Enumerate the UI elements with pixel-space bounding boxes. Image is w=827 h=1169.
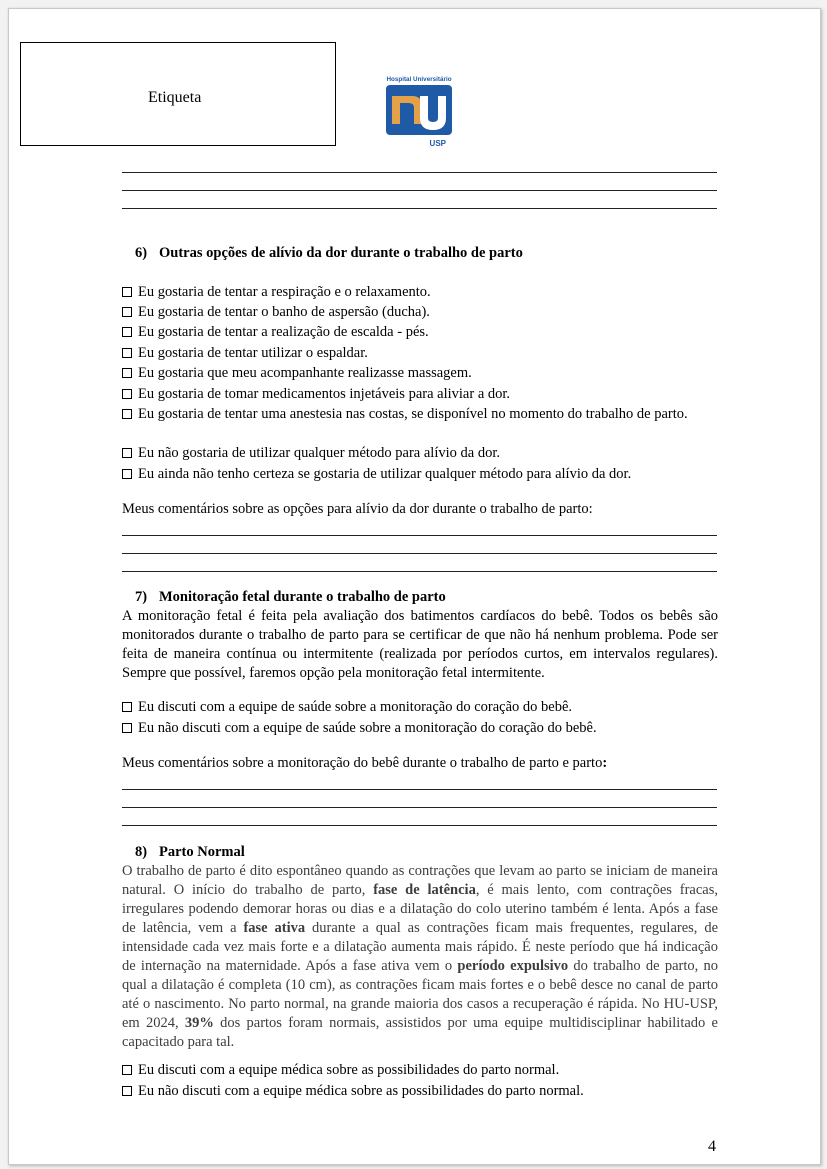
paragraph-text: do trabalho de parto, no qual a dilatação é completa (10 cm), as contrações ficam mais fortes e o bebê desce no canal de parto até o nascimento. No parto normal, na grande maioria dos casos a recuperação é rápida. No HU-USP, em 2024, [122,958,718,1031]
checkbox-icon[interactable] [122,723,132,733]
answer-line[interactable] [122,190,717,191]
answer-line[interactable] [122,825,717,826]
checkbox-option[interactable] [122,698,718,717]
section-8-title [135,844,245,861]
checkbox-icon[interactable] [122,702,132,712]
checkbox-icon[interactable] [122,389,132,399]
section-7-paragraph: A monitoração fetal é feita pela avaliação dos batimentos cardíacos do bebê. Todos os bebês são monitorados durante o trabalho de parto para se certificar de que não há nenhum problema. Pode ser feita de maneira contínua ou intermitente (realizada por períodos curtos, em intervalos regulares). Sempre que possível, faremos opção pela monitoração fetal intermitente. [122,608,718,681]
checkbox-option[interactable] [122,719,718,738]
option-label: Eu discuti com a equipe de saúde sobre a monitoração do coração do bebê. [138,699,573,715]
section-number: 6) [135,245,148,261]
section-number: 7) [135,589,148,605]
logo-top-text: Hospital Universitário [386,76,452,83]
comments-colon: : [602,755,608,771]
paragraph-text: dos partos foram normais, assistidos por uma equipe multidisciplinar habilitado e capacitado para tal. [122,1015,718,1050]
section-number: 8) [135,844,148,860]
answer-line[interactable] [122,172,717,173]
answer-line[interactable] [122,553,717,554]
section-title-text: Monitoração fetal durante o trabalho de parto [159,589,446,605]
option-label: Eu gostaria que meu acompanhante realizasse massagem. [138,365,472,381]
comments-label: Meus comentários sobre as opções para alívio da dor durante o trabalho de parto: [122,501,593,517]
label-box-text: Etiqueta [148,89,202,106]
bold-term: fase ativa [243,920,306,936]
option-label: Eu gostaria de tentar a realização de escalda - pés. [138,324,429,340]
option-label: Eu gostaria de tentar uma anestesia nas costas, se disponível no momento do trabalho de parto. [138,406,688,422]
comments-label [122,755,607,772]
answer-line[interactable] [122,208,717,209]
comments-label-text: Meus comentários sobre a monitoração do bebê durante o trabalho de parto e parto [122,755,603,771]
checkbox-option[interactable] [122,405,718,424]
bold-term: fase de latência [373,882,476,898]
section-6-title [135,245,523,262]
option-label: Eu não discuti com a equipe médica sobre as possibilidades do parto normal. [138,1083,584,1099]
bold-term: período expulsivo [457,958,569,974]
bold-term: 39% [184,1015,214,1031]
checkbox-option[interactable] [122,364,718,383]
section-8-paragraph [122,862,718,1052]
checkbox-option[interactable] [122,323,718,342]
answer-line[interactable] [122,789,717,790]
checkbox-icon[interactable] [122,448,132,458]
checkbox-option[interactable] [122,465,718,484]
option-label: Eu gostaria de tentar o banho de aspersão (ducha). [138,304,430,320]
option-label: Eu discuti com a equipe médica sobre as possibilidades do parto normal. [138,1062,560,1078]
checkbox-option[interactable] [122,1061,718,1080]
section-title-text: Parto Normal [159,844,245,860]
checkbox-icon[interactable] [122,368,132,378]
answer-line[interactable] [122,807,717,808]
option-label: Eu não discuti com a equipe de saúde sobre a monitoração do coração do bebê. [138,720,597,736]
answer-line[interactable] [122,571,717,572]
checkbox-option[interactable] [122,344,718,363]
option-label: Eu ainda não tenho certeza se gostaria de utilizar qualquer método para alívio da dor. [138,466,632,482]
option-label: Eu gostaria de tomar medicamentos injetáveis para aliviar a dor. [138,386,511,402]
paragraph-text: O trabalho de parto é dito espontâneo quando as contrações que levam ao parto se iniciam de maneira natural. O início do trabalho de parto, [122,863,718,898]
checkbox-option[interactable] [122,385,718,404]
hospital-logo [382,74,456,152]
checkbox-icon[interactable] [122,409,132,419]
checkbox-icon[interactable] [122,1065,132,1075]
checkbox-option[interactable] [122,1082,718,1101]
option-label: Eu gostaria de tentar utilizar o espaldar. [138,345,368,361]
checkbox-icon[interactable] [122,307,132,317]
paragraph-text: durante a qual as contrações ficam mais frequentes, regulares, de intensidade cada vez mais forte e a dilatação aumenta mais rápido. É neste período que há indicação de internação na maternidade. Após a fase ativa vem o [122,920,719,974]
logo-bottom-text: USP [429,139,446,148]
page-number: 4 [708,1138,716,1155]
section-title-text: Outras opções de alívio da dor durante o trabalho de parto [159,245,523,261]
checkbox-icon[interactable] [122,348,132,358]
option-label: Eu não gostaria de utilizar qualquer método para alívio da dor. [138,445,500,461]
checkbox-option[interactable] [122,283,718,302]
checkbox-icon[interactable] [122,1086,132,1096]
checkbox-icon[interactable] [122,327,132,337]
checkbox-icon[interactable] [122,287,132,297]
option-label: Eu gostaria de tentar a respiração e o relaxamento. [138,284,431,300]
checkbox-option[interactable] [122,303,718,322]
checkbox-icon[interactable] [122,469,132,479]
answer-line[interactable] [122,535,717,536]
label-box [20,42,336,146]
checkbox-option[interactable] [122,444,718,463]
section-7-title [135,589,446,606]
paragraph-text: , é mais lento, com contrações fracas, irregulares podendo demorar horas ou dias e a dilatação do colo uterino também é lenta. Após a fase de latência, vem a [122,882,718,936]
